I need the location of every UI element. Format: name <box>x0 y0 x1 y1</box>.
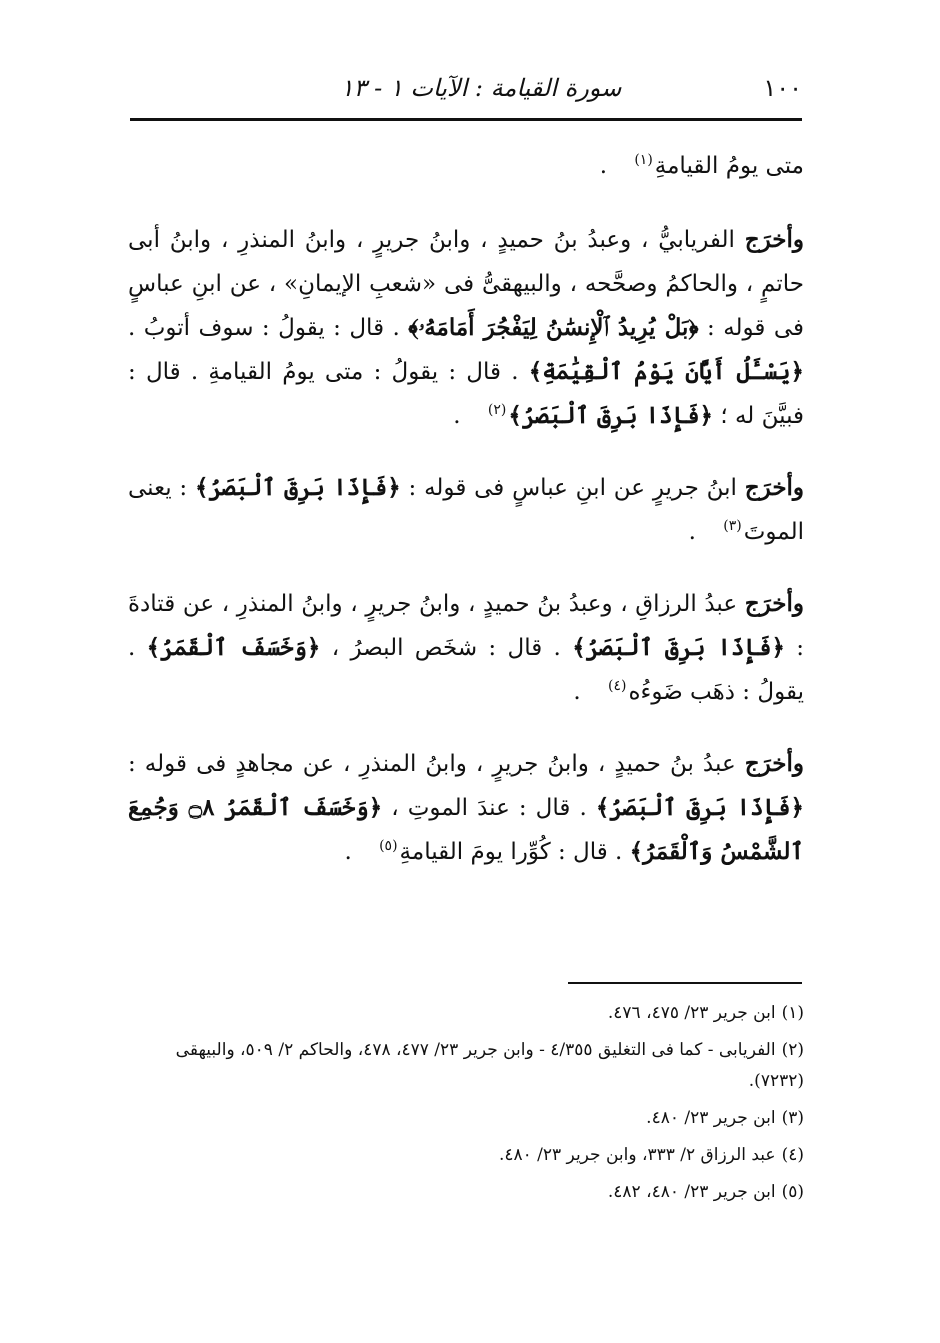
footnote-text: الفريابى - كما فى التغليق ٤/٣٥٥ - وابن جرير ٢٣/ ٤٧٧، ٤٧٨، والحاكم ٢/ ٥٠٩، والبيهقى (٧٢٣٢). <box>175 1040 804 1091</box>
footnote-rule <box>568 982 802 984</box>
paragraph-text: متى يومُ القيامةِ <box>654 153 804 179</box>
paragraph-text: . قال : عندَ الموتِ ، <box>391 795 587 821</box>
paragraph-text: . يقولُ : ذهَب ضَوءُه <box>128 635 804 705</box>
footnote-number: (١) <box>781 1003 804 1023</box>
paragraph-2 <box>128 218 804 438</box>
quran-quote: ﴿فَإِذَا بَرِقَ ٱلْبَصَرُ﴾ <box>595 794 805 821</box>
footnote-ref[interactable]: (٢) <box>487 402 507 419</box>
page-header <box>130 68 802 108</box>
quran-quote: ﴿فَإِذَا بَرِقَ ٱلْبَصَرُ﴾ <box>572 634 785 661</box>
quran-quote: ﴿فَإِذَا بَرِقَ ٱلْبَصَرُ﴾ <box>508 402 714 429</box>
footnote-5 <box>128 1177 804 1208</box>
quran-quote: ﴿بَلْ يُرِيدُ ٱلْإِنسَٰنُ لِيَفْجُرَ أَمَامَهُۥ﴾ <box>408 314 699 341</box>
footnote-text: ابن جرير ٢٣/ ٤٧٥، ٤٧٦. <box>607 1003 776 1023</box>
paragraph-lead: وأخرَج <box>744 750 804 777</box>
paragraph-text: . قال : شخَص البصرُ ، <box>331 635 561 661</box>
paragraph-text: . قال : كُوِّرا يومَ القيامةِ <box>399 839 623 865</box>
paragraph-text: : يعنى الموتَ <box>128 475 804 545</box>
footnote-4 <box>128 1140 804 1171</box>
quran-quote: ﴿وَخَسَفَ ٱلْقَمَرُ﴾ <box>146 634 321 661</box>
footnote-text: ابن جرير ٢٣/ ٤٨٠، ٤٨٢. <box>607 1182 776 1202</box>
footnote-ref[interactable]: (٥) <box>379 838 398 855</box>
header-rule <box>130 118 802 121</box>
footnote-2 <box>128 1035 804 1097</box>
paragraph-4 <box>128 582 804 714</box>
footnote-number: (٢) <box>781 1040 804 1060</box>
paragraph-text: عبدُ بنُ حميدٍ ، وابنُ جريرٍ ، وابنُ المنذرِ ، عن مجاهدٍ فى قوله : <box>128 751 736 777</box>
paragraph-text: عبدُ الرزاقِ ، وعبدُ بنُ حميدٍ ، وابنُ جريرٍ ، وابنُ المنذرِ ، عن قتادةَ : <box>128 591 805 661</box>
footnote-ref[interactable]: (٣) <box>723 518 742 535</box>
quran-quote: ﴿يَسْـَٔلُ أَيَّانَ يَوْمُ ٱلْقِيَٰمَةِ﴾ <box>528 358 805 385</box>
footnote-ref[interactable]: (١) <box>634 152 653 169</box>
full-stop: . <box>599 153 607 179</box>
footnote-3 <box>128 1103 804 1134</box>
full-stop: . <box>573 679 581 705</box>
quran-quote: ﴿وَخَسَفَ ٱلْقَمَرُ ۝٨ وَجُمِعَ ٱلشَّمْسُ وَٱلْقَمَرُ﴾ <box>128 794 804 865</box>
footnote-text: عبد الرزاق ٢/ ٣٣٣، وابن جرير ٢٣/ ٤٨٠. <box>498 1145 776 1165</box>
main-text <box>128 144 804 902</box>
footnote-number: (٣) <box>781 1108 804 1128</box>
footnote-ref[interactable]: (٤) <box>607 678 627 695</box>
paragraph-text: . قال : يقولُ : متى يومُ القيامةِ . قال : فبيَّنَ له ؛ <box>128 359 804 429</box>
footnote-number: (٤) <box>781 1145 804 1165</box>
full-stop: . <box>688 519 696 545</box>
paragraph-5 <box>128 742 804 874</box>
full-stop: . <box>453 403 461 429</box>
paragraph-text: الفريابيُّ ، وعبدُ بنُ حميدٍ ، وابنُ جريرٍ ، وابنُ المنذرِ ، وابنُ أبى حاتمٍ ، والحاكمُ وصحَّحه ، والبيهقىُّ فى «شعبِ الإيمانِ» ، عن ابنِ عباسٍ فى قوله : <box>128 227 805 341</box>
full-stop: . <box>344 839 352 865</box>
paragraph-3 <box>128 466 804 554</box>
footnote-text: ابن جرير ٢٣/ ٤٨٠. <box>646 1108 776 1128</box>
paragraph-1 <box>128 144 804 188</box>
quran-quote: ﴿فَإِذَا بَرِقَ ٱلْبَصَرُ﴾ <box>195 474 401 501</box>
footnotes <box>128 998 804 1214</box>
paragraph-lead: وأخرَج <box>744 590 805 617</box>
running-head: سورة القيامة : الآيات ١ - ١٣ <box>340 74 622 102</box>
paragraph-lead: وأخرَج <box>744 474 805 501</box>
page-number: ١٠٠ <box>763 74 802 102</box>
footnote-number: (٥) <box>781 1182 804 1202</box>
footnote-1 <box>128 998 804 1029</box>
paragraph-text: ابنُ جريرٍ عن ابنِ عباسٍ فى قوله : <box>408 475 737 501</box>
paragraph-lead: وأخرَج <box>744 226 804 253</box>
paragraph-text: . قال : يقولُ : سوف أتوبُ . <box>128 315 400 341</box>
